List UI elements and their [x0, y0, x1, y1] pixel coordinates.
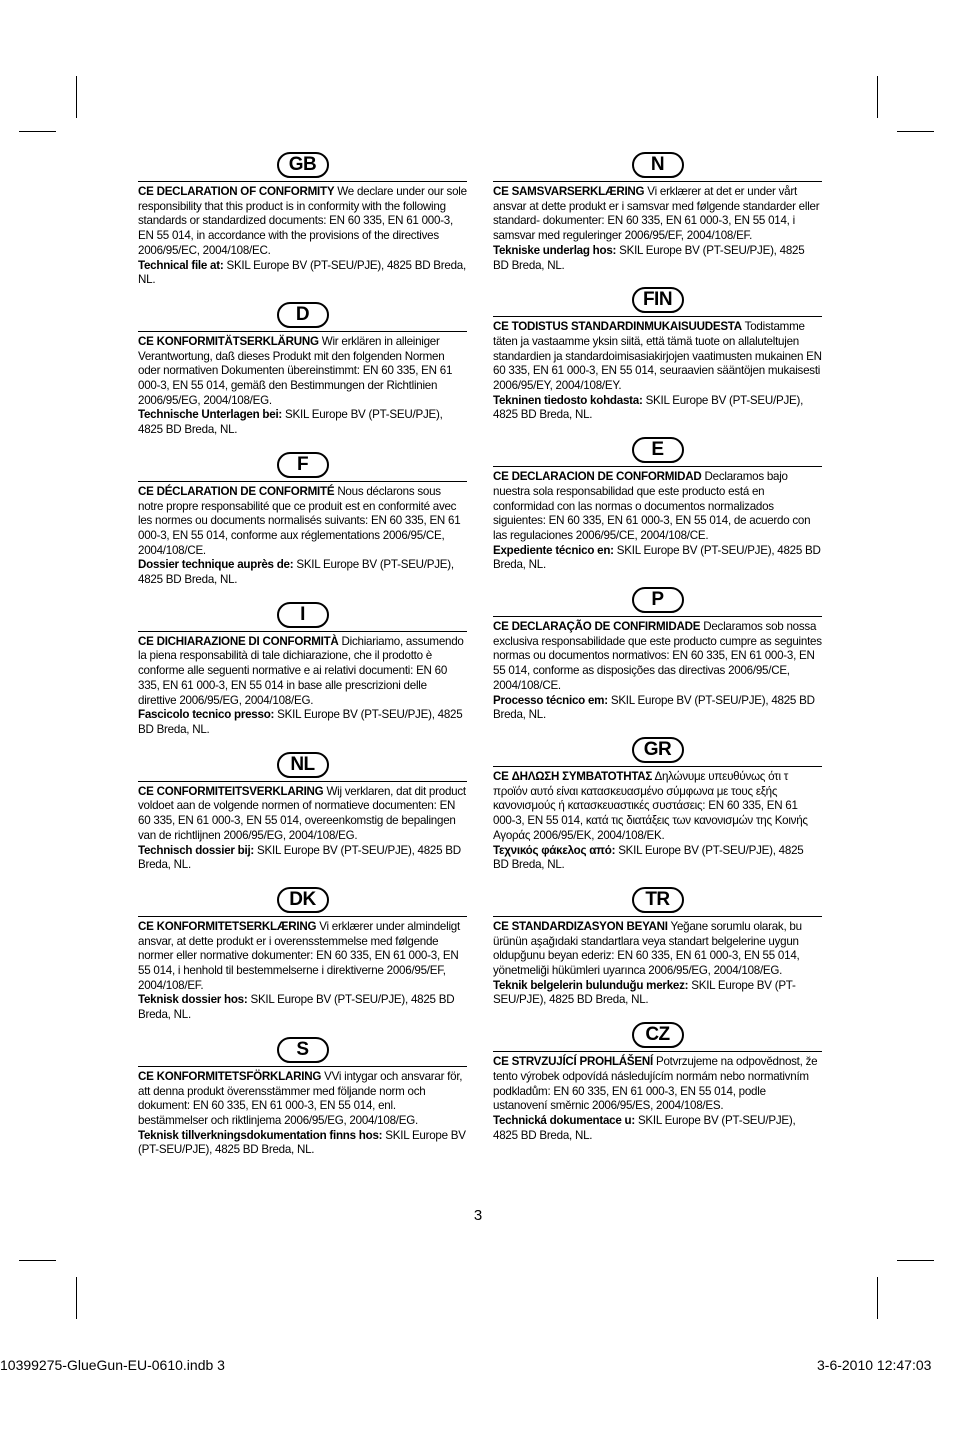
crop-mark: [76, 76, 77, 118]
declaration-text: [493, 770, 822, 873]
crop-mark: [19, 1260, 56, 1261]
language-badge-wrap: [138, 887, 467, 913]
technical-file-label: Tekninen tiedosto kohdasta:: [493, 393, 643, 407]
declaration-text: [138, 485, 467, 588]
language-badge-wrap: [138, 302, 467, 328]
technical-file-label: Fascicolo tecnico presso:: [138, 708, 275, 722]
declaration-heading: CE DECLARATION OF CONFORMITY: [138, 185, 335, 198]
language-code-badge: D: [277, 302, 329, 328]
technical-file-address: SKIL Europe BV (PT-SEU/PJE), 4825 BD Breda, NL.: [138, 1128, 466, 1157]
language-code-badge: F: [277, 452, 329, 478]
declaration-section-cz: [493, 1022, 822, 1143]
technical-file-label: Tekniske underlag hos:: [493, 243, 617, 257]
declaration-section-d: [138, 302, 467, 438]
section-divider: [493, 1051, 822, 1052]
declaration-text: [138, 185, 467, 288]
section-divider: [138, 481, 467, 482]
declaration-section-e: [493, 437, 822, 573]
language-badge-wrap: [493, 152, 822, 178]
declaration-text: [493, 920, 822, 1008]
declaration-heading: CE STRVZUJÍCÍ PROHLÁŠENÍ: [493, 1055, 653, 1069]
declaration-body: Declaramos bajo nuestra sola responsabilidad que este producto está en conformidad con las normas o documentos normalizados siguientes: EN 60 335, EN 61 000-3, EN 55 014, de acuerdo con las regulaciones 2006/95/CE, 2004/108/CE.: [493, 470, 811, 542]
language-badge-wrap: [138, 1037, 467, 1063]
technical-file-address: SKIL Europe BV (PT-SEU/PJE), 4825 BD Breda, NL.: [493, 393, 804, 422]
language-badge-wrap: [138, 752, 467, 778]
declaration-text: [493, 470, 822, 573]
technical-file-address: SKIL Europe BV (PT-SEU/PJE), 4825 BD Breda, NL.: [493, 243, 805, 272]
declaration-section-p: [493, 587, 822, 723]
crop-mark: [76, 1277, 77, 1319]
language-badge-wrap: [138, 152, 467, 178]
page-number: 3: [473, 1207, 483, 1224]
declaration-heading: CE ΔΗΛΩΣΗ ΣΥΜΒΑΤΟΤΗΤΑΣ: [493, 769, 653, 783]
declaration-heading: CE KONFORMITÄTSERKLÄRUNG: [138, 334, 319, 348]
section-divider: [138, 1066, 467, 1067]
language-code-badge: I: [277, 602, 329, 628]
technical-file-address: SKIL Europe BV (PT-SEU/PJE), 4825 BD Breda, NL.: [138, 993, 455, 1022]
declaration-text: [138, 635, 467, 738]
section-divider: [138, 181, 467, 182]
declaration-heading: CE KONFORMITETSERKLÆRING: [138, 919, 317, 933]
declaration-text: [493, 320, 822, 423]
declaration-body: Wir erklären in alleiniger Verantwortung, daß dieses Produkt mit den folgenden Normen oder normativen Dokumenten übereinstimmt: EN 60 335, EN 61 000-3, EN 55 014, gemäß den Bestimmungen der Richtlinien 2006/95/EG, 2004/108/EG.: [138, 334, 453, 407]
section-divider: [138, 631, 467, 632]
declaration-text: [493, 185, 822, 273]
section-divider: [493, 181, 822, 182]
technical-file-label: Τεχνικός φάκελος από:: [493, 843, 616, 857]
crop-mark: [877, 76, 878, 118]
declaration-heading: CE DECLARAÇÃO DE CONFIRMIDADE: [493, 620, 701, 634]
declaration-body: Potvrzujeme na odpovědnost, že tento výrobek odpovídá následujícím normám nebo normativním podkladům: EN 60 335, EN 61 000-3, EN 55 014, podle ustanovení směrnic 2006/95/ES, 2004/108/ES.: [493, 1055, 818, 1113]
declaration-body: Dichiariamo, assumendo la piena responsabilità di tale dichiarazione, che il prodotto è conforme alle seguenti normative e ai relativi documenti: EN 60 335, EN 61 000-3, EN 55 014 in base alle prescrizioni delle direttive 2006/95/EG, 2004/108/EG.: [138, 634, 464, 707]
technical-file-label: Dossier technique auprès de:: [138, 558, 294, 572]
declaration-section-s: [138, 1037, 467, 1158]
language-code-badge: P: [632, 587, 684, 613]
language-badge-wrap: [493, 437, 822, 463]
language-code-badge: GR: [632, 737, 684, 763]
declaration-text: [138, 920, 467, 1023]
declaration-section-fin: [493, 287, 822, 423]
technical-file-label: Technisch dossier bij:: [138, 843, 255, 857]
declaration-body: Vi erklærer under almindeligt ansvar, at dette produkt er i overensstemmelse med følgende normer eller normative dokumenter: EN 60 335, EN 61 000-3, EN 55 014, i henhold til bestemmelserne i direktiverne 2006/95/EF, 2004/108/EF.: [138, 919, 460, 992]
language-code-badge: NL: [277, 752, 329, 778]
technical-file-label: Technical file at:: [138, 258, 224, 272]
language-badge-wrap: [493, 287, 822, 313]
technical-file-address: SKIL Europe BV (PT-SEU/PJE), 4825 BD Breda, NL.: [138, 258, 466, 287]
section-divider: [493, 316, 822, 317]
declaration-text: [138, 335, 467, 438]
technical-file-address: SKIL Europe BV (PT-SEU/PJE), 4825 BD Breda, NL.: [493, 1113, 796, 1142]
language-badge-wrap: [138, 452, 467, 478]
crop-mark: [897, 1260, 934, 1261]
technical-file-label: Expediente técnico en:: [493, 543, 614, 557]
declaration-section-tr: [493, 887, 822, 1008]
technical-file-address: SKIL Europe BV (PT-SEU/PJE), 4825 BD Breda, NL.: [493, 543, 821, 572]
technical-file-address: SKIL Europe BV (PT-SEU/PJE), 4825 BD Breda, NL.: [493, 843, 804, 872]
declaration-body: VVi intygar och ansvarar för, att denna produkt överensstämmer med följande norm och dokument: EN 60 335, EN 61 000-3, EN 55 014, enl. bestämmelser och riktlinjema 2006/95/EG, 2004/108/EG.: [138, 1069, 463, 1127]
declaration-body: We declare under our sole responsibility that this product is in conformity with the following standards or standardized documents: EN 60 335, EN 61 000-3, EN 55 014, in accordance with the provisions of the directives 2006/95/EC, 2004/108/EC.: [138, 185, 467, 257]
declaration-body: Vi erklærer at det er under vårt ansvar at dette produkt er i samsvar med følgende standarder eller standard- dokumenter: EN 60 335, EN 61 000-3, EN 55 014, i samsvar med reguleringer 2006/95/EF, 2004/108/EF.: [493, 185, 820, 243]
declaration-text: [138, 1070, 467, 1158]
section-divider: [493, 766, 822, 767]
section-divider: [138, 331, 467, 332]
language-code-badge: N: [632, 152, 684, 178]
language-badge-wrap: [493, 587, 822, 613]
declaration-body: Wij verklaren, dat dit product voldoet aan de volgende normen of normatieve documenten: EN 60 335, EN 61 000-3, EN 55 014, overeenkomstig de bepalingen van de richtlijnen 2006/95/EG, 2004/108/EG.: [138, 784, 466, 842]
language-code-badge: FIN: [632, 287, 684, 313]
section-divider: [138, 781, 467, 782]
technical-file-label: Teknisk tillverkningsdokumentation finns hos:: [138, 1128, 383, 1142]
technical-file-label: Technická dokumentace u:: [493, 1113, 635, 1127]
technical-file-label: Technische Unterlagen bei:: [138, 408, 283, 422]
technical-file-label: Processo técnico em:: [493, 693, 608, 707]
section-divider: [493, 466, 822, 467]
language-code-badge: S: [277, 1037, 329, 1063]
declaration-body: Yeğane sorumlu olarak, bu ürünün aşağıdaki standartlara veya standart belgelerine uygun oldupğunu beyan ederiz: EN 60 335, EN 61 000-3, EN 55 014, yönetmeliği hükümleri uyarınca 2006/95/EG, 2004/108/EG.: [493, 919, 802, 978]
footer-filename: 10399275-GlueGun-EU-0610.indb 3: [0, 1357, 225, 1373]
declaration-body: Todistamme täten ja vastaamme yksin siitä, että tämä tuote on allaluteltujen standardien ja standardoimisasiakirjojen vaatimusten mukainen EN 60 335, EN 61 000-3, EN 55 014, seuraavien sääntöjen mukaisesti 2006/95/EY, 2004/108/EY.: [493, 320, 822, 393]
declaration-body: Δηλώνυμε υπευθύνως ότι τ προϊόν αυτό είναι κατασκευασμένο σύμφωνα με τους εξής κανονισμούς ή κατασκευαστικές συστάσεις: EN 60 335, EN 61 000-3, EN 55 014, κατά τις διατάξεις των κανονισμών της Κοινής Αγοράς 2006/95/EK, 2004/108/EK.: [493, 769, 808, 842]
section-divider: [138, 916, 467, 917]
technical-file-label: Teknik belgelerin bulunduğu merkez:: [493, 978, 689, 992]
language-badge-wrap: [138, 602, 467, 628]
left-column: [138, 152, 467, 1172]
declaration-section-gb: [138, 152, 467, 288]
declaration-heading: CE DICHIARAZIONE DI CONFORMITÀ: [138, 634, 339, 648]
declaration-heading: CE KONFORMITETSFÖRKLARING: [138, 1069, 322, 1083]
declaration-heading: CE STANDARDIZASYON BEYANI: [493, 919, 668, 933]
technical-file-address: SKIL Europe BV (PT-SEU/PJE), 4825 BD Breda, NL.: [138, 708, 463, 736]
language-code-badge: TR: [632, 887, 684, 913]
declaration-section-f: [138, 452, 467, 588]
declaration-section-n: [493, 152, 822, 273]
crop-mark: [877, 1277, 878, 1319]
language-badge-wrap: [493, 887, 822, 913]
language-code-badge: E: [632, 437, 684, 463]
declaration-section-dk: [138, 887, 467, 1023]
section-divider: [493, 616, 822, 617]
declaration-section-nl: [138, 752, 467, 873]
technical-file-label: Teknisk dossier hos:: [138, 993, 248, 1007]
declaration-text: [493, 1055, 822, 1143]
language-code-badge: CZ: [632, 1022, 684, 1048]
technical-file-address: SKIL Europe BV (PT-SEU/PJE), 4825 BD Breda, NL.: [493, 693, 815, 722]
declaration-heading: CE DECLARACION DE CONFORMIDAD: [493, 470, 702, 484]
declaration-text: [138, 785, 467, 873]
crop-mark: [19, 131, 56, 132]
language-badge-wrap: [493, 737, 822, 763]
declaration-heading: CE TODISTUS STANDARDINMUKAISUUDESTA: [493, 320, 742, 334]
language-badge-wrap: [493, 1022, 822, 1048]
section-divider: [493, 916, 822, 917]
declaration-body: Declaramos sob nossa exclusiva responsabilidade que este producto cumpre as seguintes normas ou documentos normativos: EN 60 335, EN 61 000-3, EN 55 014, conforme as disposições das directivas 2006/95/CE, 2004/108/CE.: [493, 620, 822, 692]
declaration-body: Nous déclarons sous notre propre responsabilité que ce produit est en conformité avec les normes ou documents normalisés suivants: EN 60 335, EN 61 000-3, EN 55 014, conforme aux réglementations 2006/95/CE, 2004/108/CE.: [138, 484, 461, 557]
language-code-badge: GB: [277, 152, 329, 178]
footer-datetime: 3-6-2010 12:47:03: [817, 1357, 932, 1373]
crop-mark: [897, 131, 934, 132]
declaration-heading: CE CONFORMITEITSVERKLARING: [138, 784, 324, 798]
technical-file-address: SKIL Europe BV (PT-SEU/PJE), 4825 BD Breda, NL.: [138, 408, 443, 437]
declaration-text: [493, 620, 822, 723]
technical-file-address: SKIL Europe BV (PT-SEU/PJE), 4825 BD Breda, NL.: [138, 558, 454, 587]
declaration-heading: CE SAMSVARSERKLÆRING: [493, 185, 645, 198]
declaration-section-gr: [493, 737, 822, 873]
declaration-heading: CE DÉCLARATION DE CONFORMITÉ: [138, 484, 335, 498]
right-column: [493, 152, 822, 1157]
declaration-section-i: [138, 602, 467, 738]
technical-file-address: SKIL Europe BV (PT-SEU/PJE), 4825 BD Breda, NL.: [138, 843, 461, 872]
technical-file-address: SKIL Europe BV (PT-SEU/PJE), 4825 BD Breda, NL.: [493, 978, 796, 1007]
language-code-badge: DK: [277, 887, 329, 913]
